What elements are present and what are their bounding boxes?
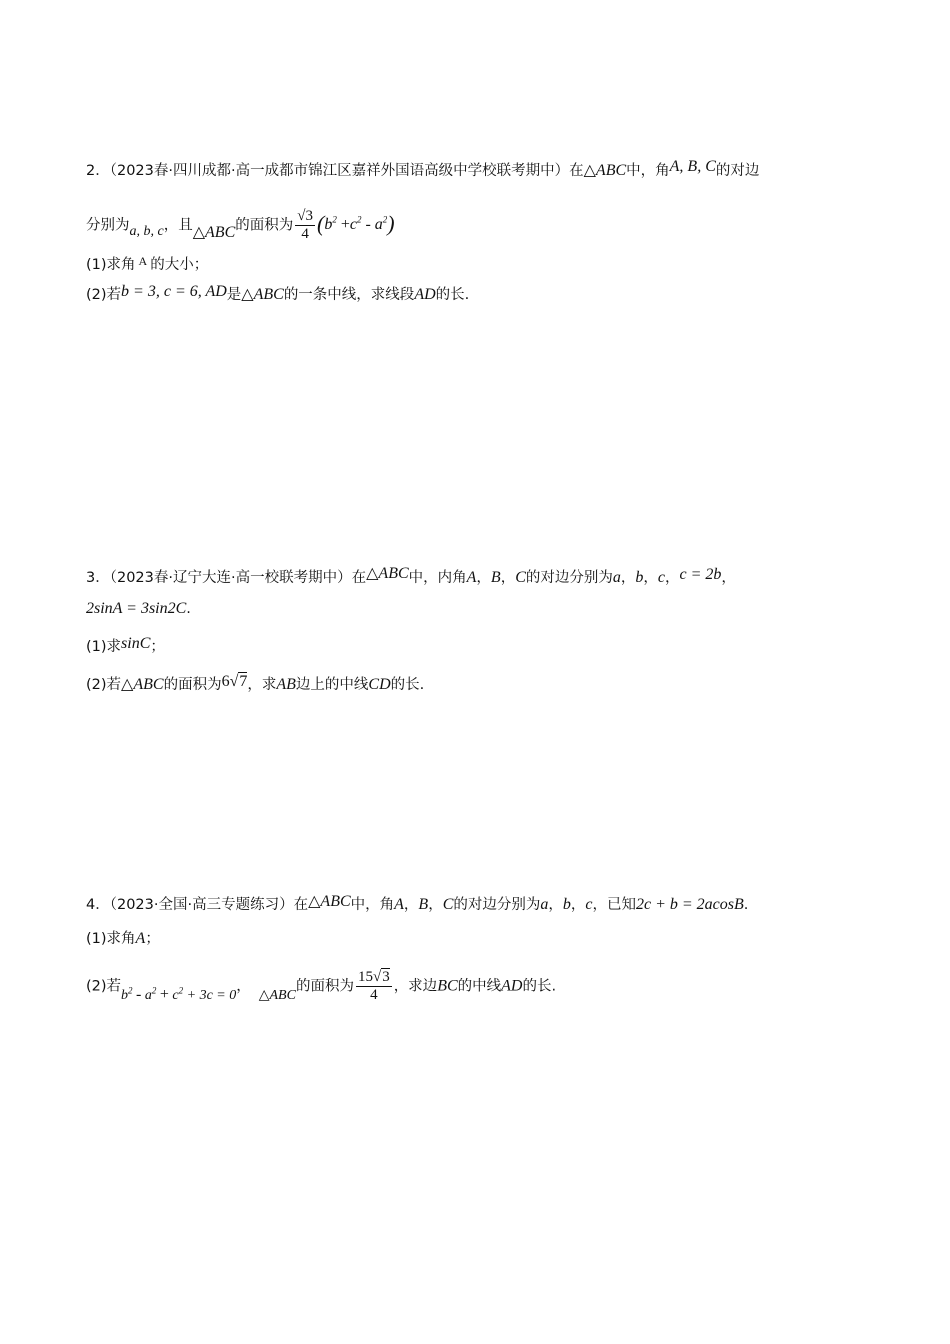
variable-a: A — [135, 930, 146, 947]
triangle-abc: △ABC — [192, 224, 236, 242]
condition-c-2b: c = 2b — [679, 566, 722, 583]
area-expression: $(b^2 +c^2 - a^2)$ — [316, 211, 395, 237]
segment-cd: CD — [368, 676, 391, 693]
problem-2-line-1: 2．（2023春·四川成都·高一成都市锦江区嘉祥外国语高级中学校联考期中）在△ABC中，角A, B, C的对边 — [86, 158, 760, 179]
sin-c: sinC — [121, 635, 151, 652]
cosine-equation: 2c + b = 2acosB — [635, 896, 744, 913]
given-condition: $b^2 - a^2 + c^2 + 3c = 0$ — [121, 985, 237, 1003]
area-fraction: $\frac{√3}{4}$ — [297, 207, 313, 242]
variable-a: A — [138, 254, 148, 268]
triangle-abc: △ABC — [121, 676, 164, 693]
problem-2-question-1: (1)求角 $^A$ 的大小； — [86, 254, 209, 273]
problem-number: 4． — [86, 897, 110, 913]
angles-abc: A, B, C — [669, 158, 716, 175]
problem-3-question-1: (1)求sinC； — [86, 635, 165, 655]
triangle-abc: △ABC — [308, 893, 351, 910]
sine-equation: 2sinA = 3sin2C — [86, 600, 187, 617]
segment-bc: BC — [437, 977, 458, 995]
segment-ab: AB — [276, 676, 296, 693]
problem-source: （2023春·辽宁大连·高一校联考期中） — [109, 570, 352, 586]
problem-source: （2023春·四川成都·高一成都市锦江区嘉祥外国语高级中学校联考期中） — [109, 163, 570, 179]
triangle-abc: △ABC — [258, 987, 296, 1003]
area-fraction: $\frac{15√3}{4}$ — [357, 969, 390, 1004]
problem-number: 2． — [86, 163, 110, 179]
problem-3-line-1: 3．（2023春·辽宁大连·高一校联考期中）在△ABC中，内角A，B，C的对边分别为a，b，c，c = 2b， — [86, 565, 736, 586]
triangle-abc: △ABC — [241, 286, 284, 303]
triangle-abc: △ABC — [366, 565, 409, 582]
problem-4-line-1: 4．（2023·全国·高三专题练习）在△ABC中，角A，B，C的对边分别为a，b，c，已知2c + b = 2acosB. — [86, 893, 749, 913]
problem-3-question-2: (2)若△ABC的面积为6√7，求AB边上的中线CD的长. — [86, 673, 425, 693]
problem-number: 3． — [86, 570, 110, 586]
problem-3-line-2: 2sinA = 3sin2C. — [86, 600, 191, 617]
segment-ad: AD — [501, 977, 523, 995]
problem-4-question-1: (1)求角A； — [86, 930, 160, 947]
problem-2-question-2: (2)若b = 3, c = 6, AD是△ABC的一条中线，求线段AD的长. — [86, 283, 470, 303]
given-condition: b = 3, c = 6, AD — [121, 283, 227, 300]
problem-source: （2023·全国·高三专题练习） — [109, 897, 294, 913]
area-value: 6√7 — [221, 673, 248, 690]
triangle-abc: △ABC — [583, 162, 627, 179]
sides-abc: a, b, c — [129, 224, 164, 240]
problem-2-line-2: 分别为a, b, c，且△ABC的面积为 $\frac{√3}{4}$ $(b^2 +c^2 - a^2)$ — [86, 207, 395, 242]
segment-ad: AD — [414, 286, 436, 303]
problem-4-question-2: (2)若$b^2 - a^2 + c^2 + 3c = 0$，△ABC的面积为 $\frac{15√3}{4}$ ，求边BC的中线AD的长. — [86, 969, 557, 1004]
